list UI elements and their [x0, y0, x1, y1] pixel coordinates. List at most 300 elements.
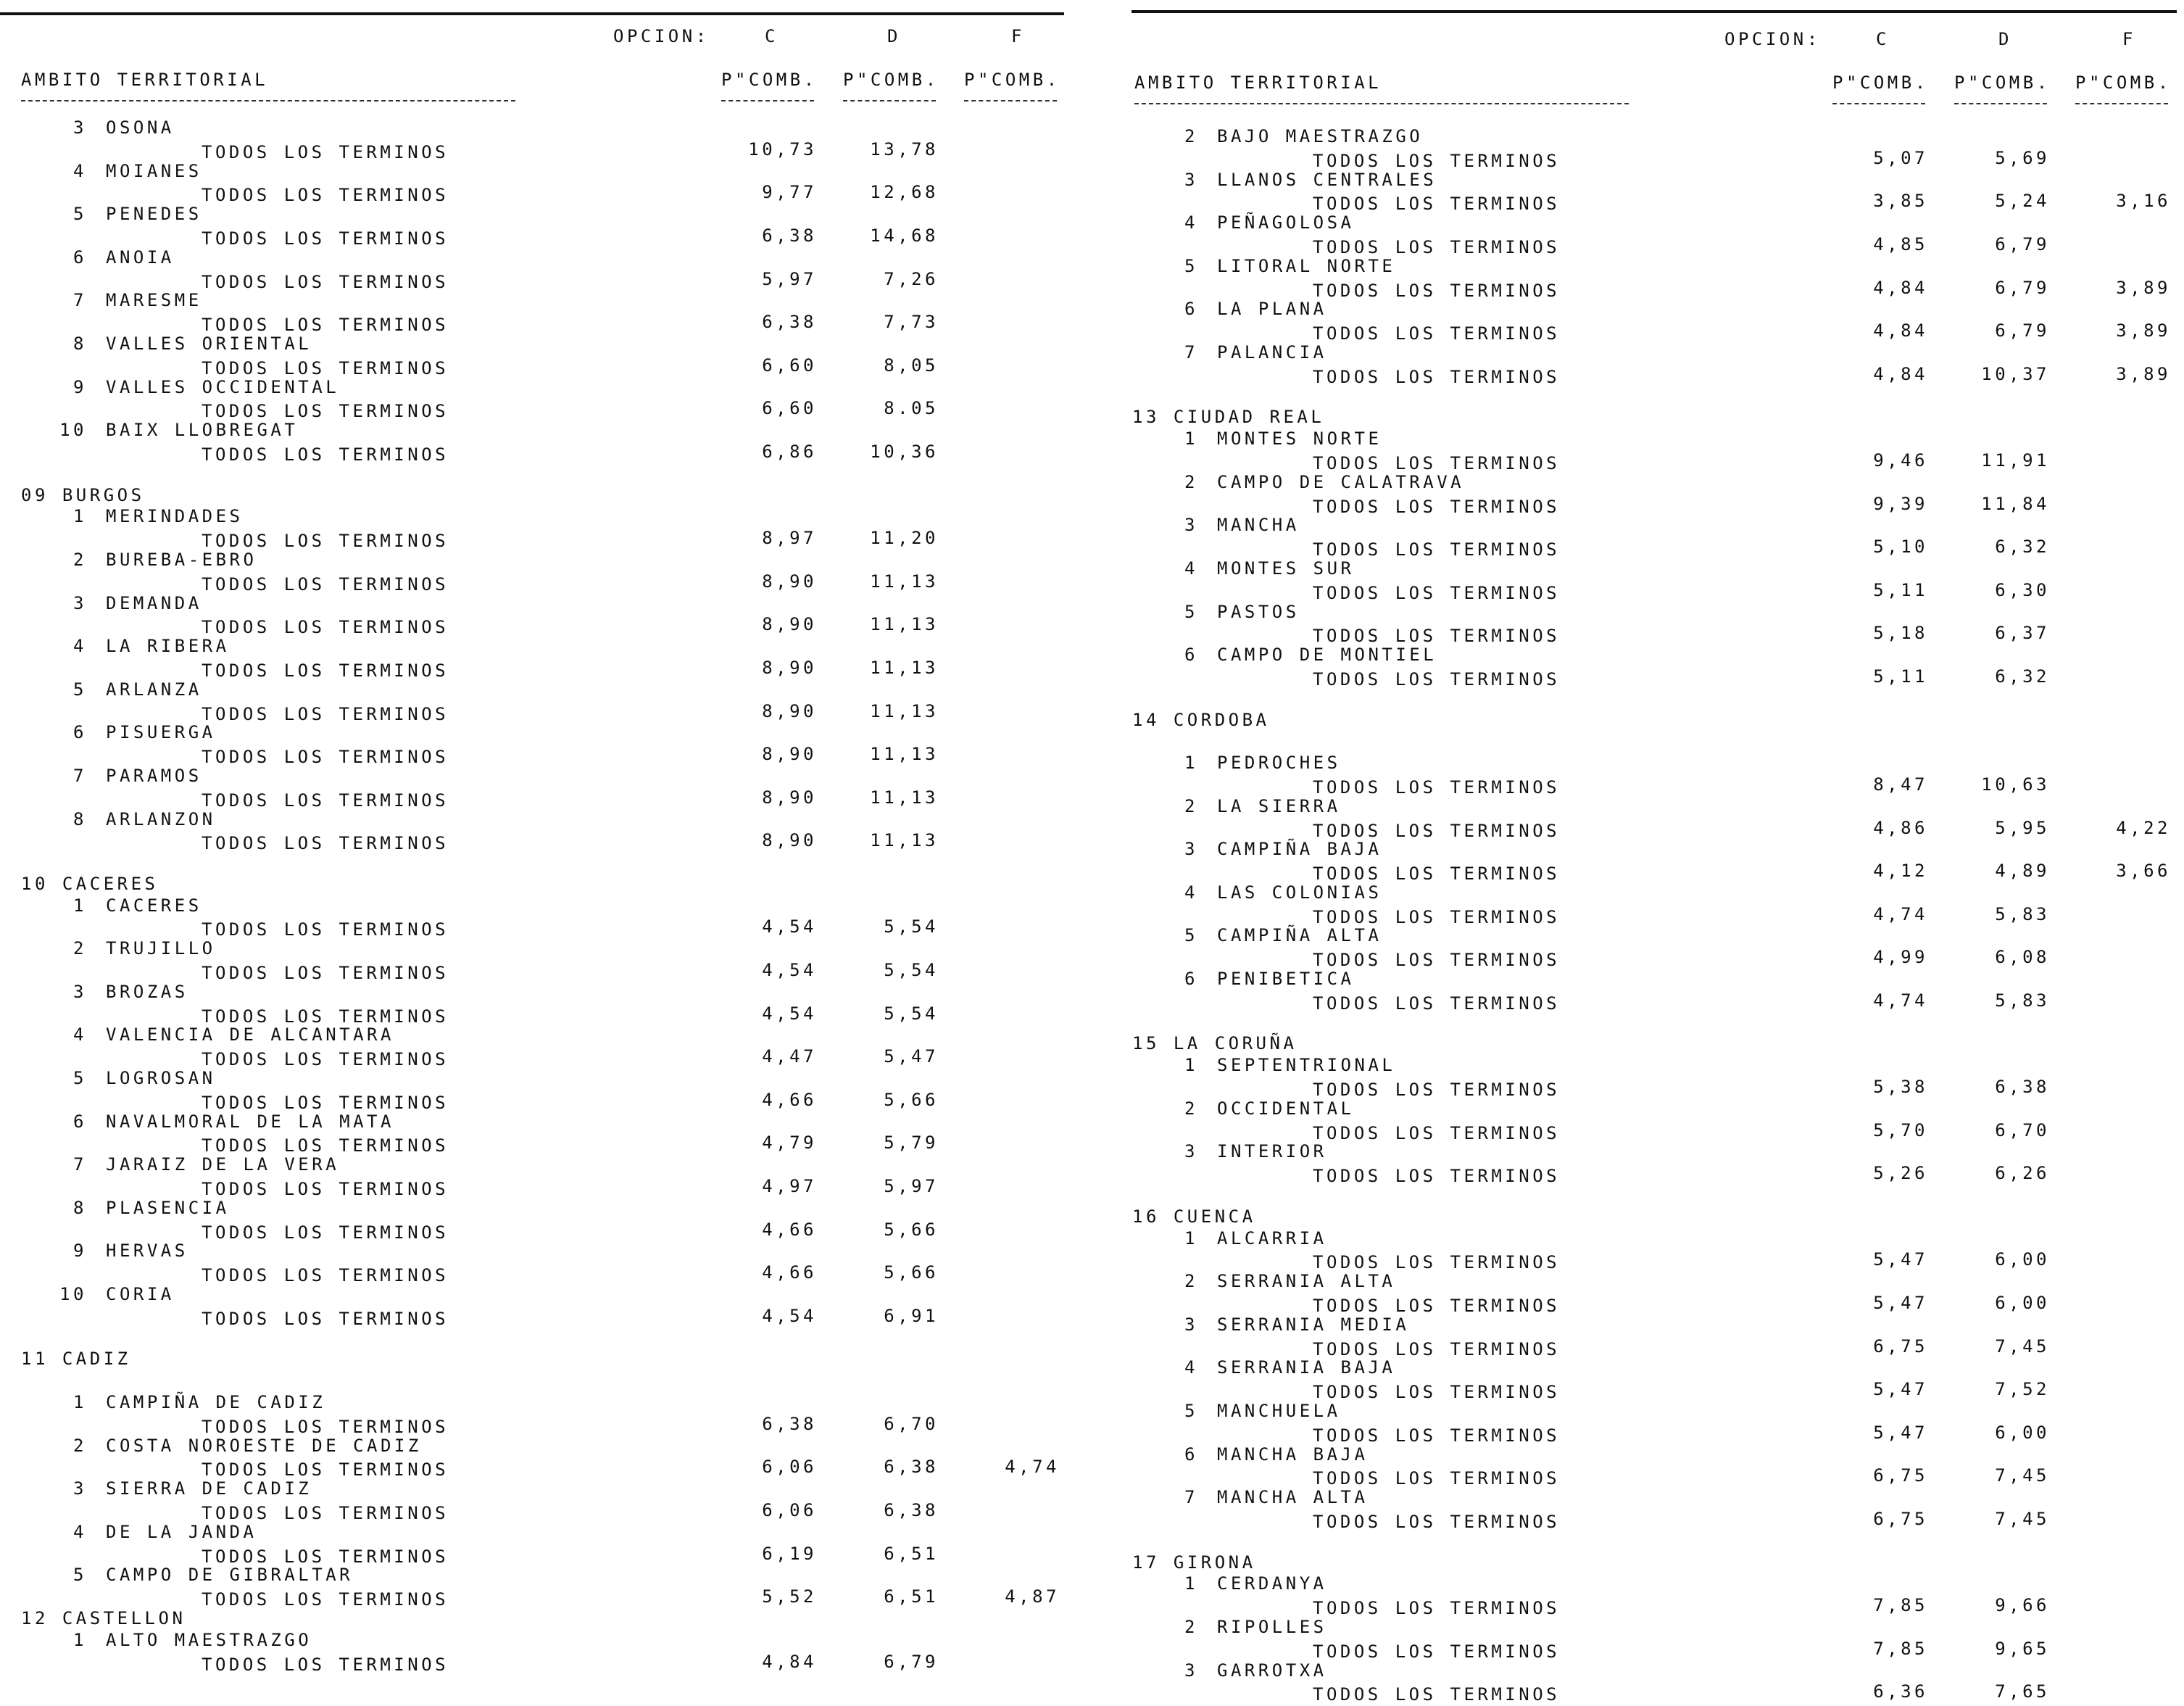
district-name: SERRANIA MEDIA	[1217, 1314, 1410, 1335]
table-row	[0, 355, 1073, 377]
pcomb-d-header: P"COMB.	[1954, 73, 2051, 93]
district-name: VALENCIA DE ALCANTARA	[106, 1024, 394, 1045]
table-row	[0, 1176, 1073, 1198]
province-name: 15 LA CORUÑA	[1132, 1033, 1297, 1054]
value-option-c: 6,06	[762, 1457, 817, 1478]
district-number: 6	[1184, 645, 1198, 666]
value-option-d: 11,13	[870, 744, 939, 765]
value-option-d: 6,00	[1995, 1249, 2050, 1270]
province-row	[1111, 710, 2184, 732]
district-number: 7	[1184, 341, 1198, 363]
value-option-d: 9,66	[1995, 1595, 2050, 1616]
terms-label: TODOS LOS TERMINOS	[202, 357, 449, 378]
value-option-c: 10,73	[748, 138, 817, 160]
district-row	[0, 593, 1073, 615]
value-option-d: 7,73	[884, 312, 939, 333]
blank-line	[0, 1370, 1073, 1392]
header-divider	[1954, 103, 2047, 106]
ambito-header: AMBITO TERRITORIAL	[1134, 73, 1382, 93]
terms-label: TODOS LOS TERMINOS	[202, 574, 449, 595]
table-row	[1111, 861, 2184, 885]
terms-label: TODOS LOS TERMINOS	[1313, 1252, 1561, 1273]
value-option-f: 3,66	[2116, 861, 2171, 882]
table-row	[1111, 990, 2184, 1012]
terms-label: TODOS LOS TERMINOS	[1313, 1641, 1561, 1662]
value-option-c: 6,75	[1873, 1336, 1928, 1357]
district-number: 3	[73, 117, 87, 138]
value-option-c: 8,47	[1873, 774, 1928, 795]
district-row	[1111, 753, 2184, 774]
district-number: 6	[73, 722, 87, 743]
table-row	[1111, 1509, 2184, 1531]
table-row	[1111, 1595, 2184, 1617]
province-name: 14 CORDOBA	[1132, 709, 1270, 730]
value-option-d: 7,45	[1995, 1465, 2050, 1486]
terms-label: TODOS LOS TERMINOS	[1313, 582, 1561, 603]
table-row	[0, 398, 1073, 420]
district-number: 3	[1184, 1314, 1198, 1335]
left-page	[0, 0, 1073, 1700]
district-row	[0, 1154, 1073, 1176]
value-option-d: 10,63	[1981, 774, 2050, 795]
district-row	[1111, 256, 2184, 278]
terms-label: TODOS LOS TERMINOS	[202, 1416, 449, 1437]
district-row	[1111, 1573, 2184, 1595]
district-name: PEÑAGOLOSA	[1217, 212, 1355, 233]
value-option-c: 4,66	[762, 1219, 817, 1240]
district-name: CAMPIÑA ALTA	[1217, 925, 1382, 946]
value-option-c: 6,38	[762, 225, 817, 246]
value-option-c: 5,11	[1873, 579, 1928, 600]
terms-label: TODOS LOS TERMINOS	[202, 1135, 449, 1156]
table-row	[1111, 278, 2184, 299]
district-name: ARLANZA	[106, 679, 202, 700]
district-row	[0, 809, 1073, 831]
table-row	[1111, 947, 2184, 969]
district-row	[1111, 1271, 2184, 1293]
value-option-f: 4,87	[1005, 1586, 1060, 1607]
table-row	[1111, 1293, 2184, 1317]
district-number: 8	[73, 808, 87, 829]
option-d-header: D	[1998, 29, 2012, 49]
district-row	[0, 550, 1073, 571]
value-option-c: 9,77	[762, 182, 817, 203]
value-option-d: 11,13	[870, 830, 939, 851]
pcomb-d-header: P"COMB.	[843, 70, 939, 90]
terms-label: TODOS LOS TERMINOS	[202, 660, 449, 681]
table-row	[0, 1132, 1073, 1154]
value-option-c: 4,84	[762, 1651, 817, 1672]
province-name: 09 BURGOS	[21, 484, 145, 505]
terms-label: TODOS LOS TERMINOS	[202, 1222, 449, 1243]
district-name: CAMPIÑA BAJA	[1217, 839, 1382, 860]
value-option-c: 8,90	[762, 744, 817, 765]
table-row	[0, 1500, 1073, 1522]
table-row	[1111, 1423, 2184, 1444]
value-option-c: 4,97	[762, 1176, 817, 1197]
terms-label: TODOS LOS TERMINOS	[1313, 452, 1561, 473]
district-name: NAVALMORAL DE LA MATA	[106, 1111, 394, 1132]
province-row	[0, 485, 1073, 507]
value-option-d: 6,51	[884, 1586, 939, 1607]
district-name: MARESME	[106, 290, 202, 311]
district-number: 5	[73, 1565, 87, 1586]
value-option-f: 3,89	[2116, 363, 2171, 384]
table-row	[0, 139, 1073, 161]
value-option-c: 6,75	[1873, 1509, 1928, 1529]
terms-label: TODOS LOS TERMINOS	[1313, 280, 1561, 301]
district-name: CAMPO DE GIBRALTAR	[106, 1565, 354, 1586]
value-option-d: 7,26	[884, 268, 939, 289]
district-number: 2	[1184, 795, 1198, 816]
district-number: 3	[1184, 515, 1198, 536]
district-name: LA PLANA	[1217, 299, 1327, 320]
table-row	[1111, 537, 2184, 558]
table-row	[0, 830, 1073, 852]
district-name: BUREBA-EBRO	[106, 549, 257, 570]
opcion-label: OPCION:	[1724, 29, 1821, 49]
terms-label: TODOS LOS TERMINOS	[1313, 1080, 1561, 1101]
district-row	[1111, 1228, 2184, 1250]
district-name: CERDANYA	[1217, 1573, 1327, 1594]
value-option-c: 5,38	[1873, 1077, 1928, 1098]
blank-line	[1111, 386, 2184, 407]
district-name: MERINDADES	[106, 506, 244, 527]
terms-label: TODOS LOS TERMINOS	[202, 1654, 449, 1675]
district-number: 7	[73, 1154, 87, 1175]
value-option-d: 10,36	[870, 441, 939, 462]
value-option-c: 4,84	[1873, 277, 1928, 298]
district-row	[0, 679, 1073, 701]
district-name: MANCHUELA	[1217, 1401, 1341, 1422]
value-option-d: 6,26	[1995, 1163, 2050, 1184]
district-number: 7	[73, 765, 87, 786]
terms-label: TODOS LOS TERMINOS	[1313, 1468, 1561, 1489]
table-row	[0, 225, 1073, 247]
value-option-d: 6,38	[1995, 1077, 2050, 1098]
district-row	[0, 1111, 1073, 1133]
blank-line	[0, 463, 1073, 485]
value-option-d: 6,79	[884, 1651, 939, 1672]
district-name: PARAMOS	[106, 765, 202, 786]
district-number: 8	[73, 1197, 87, 1218]
district-row	[1111, 1444, 2184, 1466]
province-row	[0, 874, 1073, 895]
value-option-c: 5,52	[762, 1586, 817, 1607]
district-number: 1	[1184, 1227, 1198, 1249]
district-row	[0, 1241, 1073, 1262]
district-name: MONTES SUR	[1217, 558, 1355, 579]
table-row	[1111, 234, 2184, 256]
value-option-c: 5,47	[1873, 1379, 1928, 1400]
header-divider	[2075, 103, 2168, 106]
right-page	[1111, 0, 2184, 1705]
district-number: 2	[73, 938, 87, 959]
district-row	[0, 1478, 1073, 1500]
district-number: 4	[73, 1024, 87, 1045]
value-option-d: 8,05	[884, 355, 939, 376]
terms-label: TODOS LOS TERMINOS	[202, 1179, 449, 1200]
province-row	[1111, 1033, 2184, 1055]
terms-label: TODOS LOS TERMINOS	[202, 1589, 449, 1610]
opcion-label: OPCION:	[613, 26, 710, 46]
value-option-c: 8,90	[762, 614, 817, 635]
table-row	[0, 1457, 1073, 1481]
value-option-d: 6,91	[884, 1305, 939, 1326]
district-name: HERVAS	[106, 1241, 188, 1262]
district-row	[0, 117, 1073, 139]
terms-label: TODOS LOS TERMINOS	[202, 1503, 449, 1523]
district-name: RIPOLLES	[1217, 1616, 1327, 1637]
value-option-d: 6,32	[1995, 666, 2050, 687]
value-option-c: 6,86	[762, 441, 817, 462]
terms-label: TODOS LOS TERMINOS	[202, 401, 449, 422]
district-name: LLANOS CENTRALES	[1217, 169, 1437, 190]
value-option-c: 4,47	[762, 1046, 817, 1067]
district-name: LAS COLONIAS	[1217, 882, 1382, 903]
district-row	[0, 1284, 1073, 1306]
district-name: VALLES OCCIDENTAL	[106, 376, 340, 397]
table-row	[0, 442, 1073, 463]
district-row	[1111, 645, 2184, 666]
district-number: 1	[1184, 428, 1198, 450]
table-row	[0, 1306, 1073, 1328]
table-row	[0, 571, 1073, 593]
terms-label: TODOS LOS TERMINOS	[1313, 323, 1561, 344]
value-option-d: 5,24	[1995, 191, 2050, 212]
value-option-c: 4,12	[1873, 861, 1928, 882]
terms-label: TODOS LOS TERMINOS	[1313, 993, 1561, 1014]
district-name: ALCARRIA	[1217, 1227, 1327, 1249]
table-row	[1111, 494, 2184, 515]
district-number: 1	[1184, 1055, 1198, 1076]
table-row	[1111, 320, 2184, 342]
blank-line	[1111, 1531, 2184, 1552]
value-option-d: 7,52	[1995, 1379, 2050, 1400]
value-option-d: 11,13	[870, 571, 939, 592]
district-name: LA SIERRA	[1217, 795, 1341, 816]
district-name: MANCHA	[1217, 515, 1300, 536]
district-number: 2	[1184, 1098, 1198, 1119]
table-row	[0, 1652, 1073, 1673]
district-name: PASTOS	[1217, 601, 1300, 622]
table-row	[1111, 1639, 2184, 1660]
district-name: ARLANZON	[106, 808, 216, 829]
table-row	[0, 269, 1073, 291]
value-option-c: 8,90	[762, 787, 817, 808]
pcomb-c-header: P"COMB.	[1832, 73, 1929, 93]
table-row	[0, 916, 1073, 938]
table-row	[1111, 1163, 2184, 1185]
district-row	[1111, 472, 2184, 494]
district-name: CAMPIÑA DE CADIZ	[106, 1392, 326, 1413]
district-name: LOGROSAN	[106, 1068, 216, 1089]
value-option-c: 4,66	[762, 1262, 817, 1283]
district-row	[0, 636, 1073, 658]
header-divider	[964, 100, 1057, 103]
value-option-d: 6,70	[1995, 1119, 2050, 1140]
district-row	[1111, 1617, 2184, 1639]
top-rule	[0, 12, 1064, 15]
value-option-c: 5,18	[1873, 623, 1928, 644]
table-row	[0, 744, 1073, 766]
table-row	[1111, 904, 2184, 926]
table-row	[1111, 1379, 2184, 1401]
district-name: VALLES ORIENTAL	[106, 333, 312, 354]
terms-label: TODOS LOS TERMINOS	[202, 747, 449, 768]
value-option-d: 6,00	[1995, 1293, 2050, 1314]
terms-label: TODOS LOS TERMINOS	[1313, 950, 1561, 971]
district-row	[1111, 428, 2184, 450]
pcomb-f-header: P"COMB.	[964, 70, 1060, 90]
blank-line	[1111, 731, 2184, 753]
value-option-d: 11,13	[870, 787, 939, 808]
district-number: 4	[1184, 882, 1198, 903]
district-number: 2	[1184, 126, 1198, 146]
value-option-f: 3,16	[2116, 191, 2171, 212]
value-option-c: 8,90	[762, 700, 817, 721]
district-name: INTERIOR	[1217, 1141, 1327, 1162]
district-name: BROZAS	[106, 981, 188, 1002]
district-name: CAMPO DE CALATRAVA	[1217, 471, 1465, 492]
table-row	[1111, 450, 2184, 472]
table-row	[0, 701, 1073, 723]
district-name: COSTA NOROESTE DE CADIZ	[106, 1435, 422, 1456]
district-name: CORIA	[106, 1284, 175, 1305]
value-option-d: 6,38	[884, 1457, 939, 1478]
terms-label: TODOS LOS TERMINOS	[202, 185, 449, 206]
value-option-c: 4,74	[1873, 990, 1928, 1011]
value-option-c: 6,38	[762, 1413, 817, 1434]
district-name: MONTES NORTE	[1217, 428, 1382, 450]
value-option-d: 6,38	[884, 1500, 939, 1520]
district-name: PALANCIA	[1217, 341, 1327, 363]
value-option-d: 14,68	[870, 225, 939, 246]
district-name: CAMPO DE MONTIEL	[1217, 645, 1437, 666]
district-row	[1111, 839, 2184, 861]
district-number: 5	[73, 204, 87, 225]
value-option-c: 4,85	[1873, 233, 1928, 254]
district-number: 1	[73, 895, 87, 916]
blank-line	[1111, 688, 2184, 710]
terms-label: TODOS LOS TERMINOS	[202, 315, 449, 336]
value-option-c: 5,47	[1873, 1249, 1928, 1270]
district-row	[1111, 1487, 2184, 1509]
value-option-d: 5,83	[1995, 903, 2050, 924]
district-name: ANOIA	[106, 247, 175, 268]
table-row	[1111, 364, 2184, 386]
terms-label: TODOS LOS TERMINOS	[202, 833, 449, 854]
value-option-d: 6,70	[884, 1413, 939, 1434]
value-option-c: 6,36	[1873, 1681, 1928, 1702]
district-row	[0, 204, 1073, 225]
district-row	[0, 377, 1073, 399]
district-name: JARAIZ DE LA VERA	[106, 1154, 340, 1175]
district-name: MOIANES	[106, 160, 202, 181]
district-number: 4	[73, 636, 87, 657]
district-row	[1111, 1141, 2184, 1163]
district-name: DE LA JANDA	[106, 1521, 257, 1542]
value-option-d: 5,66	[884, 1262, 939, 1283]
district-number: 6	[73, 1111, 87, 1132]
district-row	[0, 1565, 1073, 1586]
terms-label: TODOS LOS TERMINOS	[202, 228, 449, 249]
header-divider	[21, 100, 515, 103]
value-option-d: 6,00	[1995, 1422, 2050, 1443]
district-number: 5	[1184, 601, 1198, 622]
terms-label: TODOS LOS TERMINOS	[1313, 496, 1561, 517]
value-option-d: 6,37	[1995, 623, 2050, 644]
district-row	[0, 1436, 1073, 1457]
option-c-header: C	[765, 26, 778, 46]
terms-label: TODOS LOS TERMINOS	[202, 1265, 449, 1286]
terms-label: TODOS LOS TERMINOS	[202, 963, 449, 984]
blank-line	[1111, 1012, 2184, 1034]
district-number: 5	[1184, 925, 1198, 946]
table-row	[0, 1262, 1073, 1284]
value-option-d: 5,54	[884, 916, 939, 937]
value-option-d: 8.05	[884, 398, 939, 419]
district-number: 1	[73, 1392, 87, 1413]
table-row	[1111, 148, 2184, 170]
district-name: LA RIBERA	[106, 636, 230, 657]
value-option-d: 11,13	[870, 614, 939, 635]
value-option-c: 4,54	[762, 1003, 817, 1024]
district-number: 4	[73, 160, 87, 181]
header-divider	[1832, 103, 1925, 106]
terms-label: TODOS LOS TERMINOS	[1313, 906, 1561, 927]
district-row	[0, 161, 1073, 183]
district-number: 6	[1184, 969, 1198, 990]
terms-label: TODOS LOS TERMINOS	[202, 1546, 449, 1567]
table-row	[1111, 774, 2184, 796]
district-number: 4	[1184, 558, 1198, 579]
district-number: 1	[73, 1629, 87, 1650]
district-number: 7	[1184, 1487, 1198, 1508]
district-row	[1111, 126, 2184, 148]
value-option-c: 3,85	[1873, 191, 1928, 212]
value-option-d: 6,32	[1995, 537, 2050, 558]
province-name: 11 CADIZ	[21, 1349, 131, 1370]
district-number: 9	[73, 1241, 87, 1262]
district-name: MANCHA BAJA	[1217, 1444, 1369, 1465]
district-number: 3	[1184, 1660, 1198, 1681]
district-number: 7	[73, 290, 87, 311]
district-name: PENIBETICA	[1217, 969, 1355, 990]
terms-label: TODOS LOS TERMINOS	[202, 1459, 449, 1481]
table-row	[0, 1414, 1073, 1436]
district-row	[0, 247, 1073, 269]
district-number: 1	[1184, 753, 1198, 774]
province-name: 16 CUENCA	[1132, 1206, 1256, 1227]
district-row	[0, 1630, 1073, 1652]
district-number: 10	[59, 420, 87, 441]
district-row	[0, 766, 1073, 787]
table-row	[0, 1090, 1073, 1111]
district-number: 9	[73, 376, 87, 397]
value-option-c: 7,85	[1873, 1638, 1928, 1659]
district-name: PLASENCIA	[106, 1197, 230, 1218]
district-number: 8	[73, 333, 87, 354]
value-option-c: 4,74	[1873, 903, 1928, 924]
terms-label: TODOS LOS TERMINOS	[202, 531, 449, 552]
province-row	[1111, 1206, 2184, 1228]
district-row	[0, 420, 1073, 442]
district-number: 6	[1184, 299, 1198, 320]
district-name: TRUJILLO	[106, 938, 216, 959]
value-option-d: 5,69	[1995, 147, 2050, 168]
value-option-d: 11,13	[870, 700, 939, 721]
